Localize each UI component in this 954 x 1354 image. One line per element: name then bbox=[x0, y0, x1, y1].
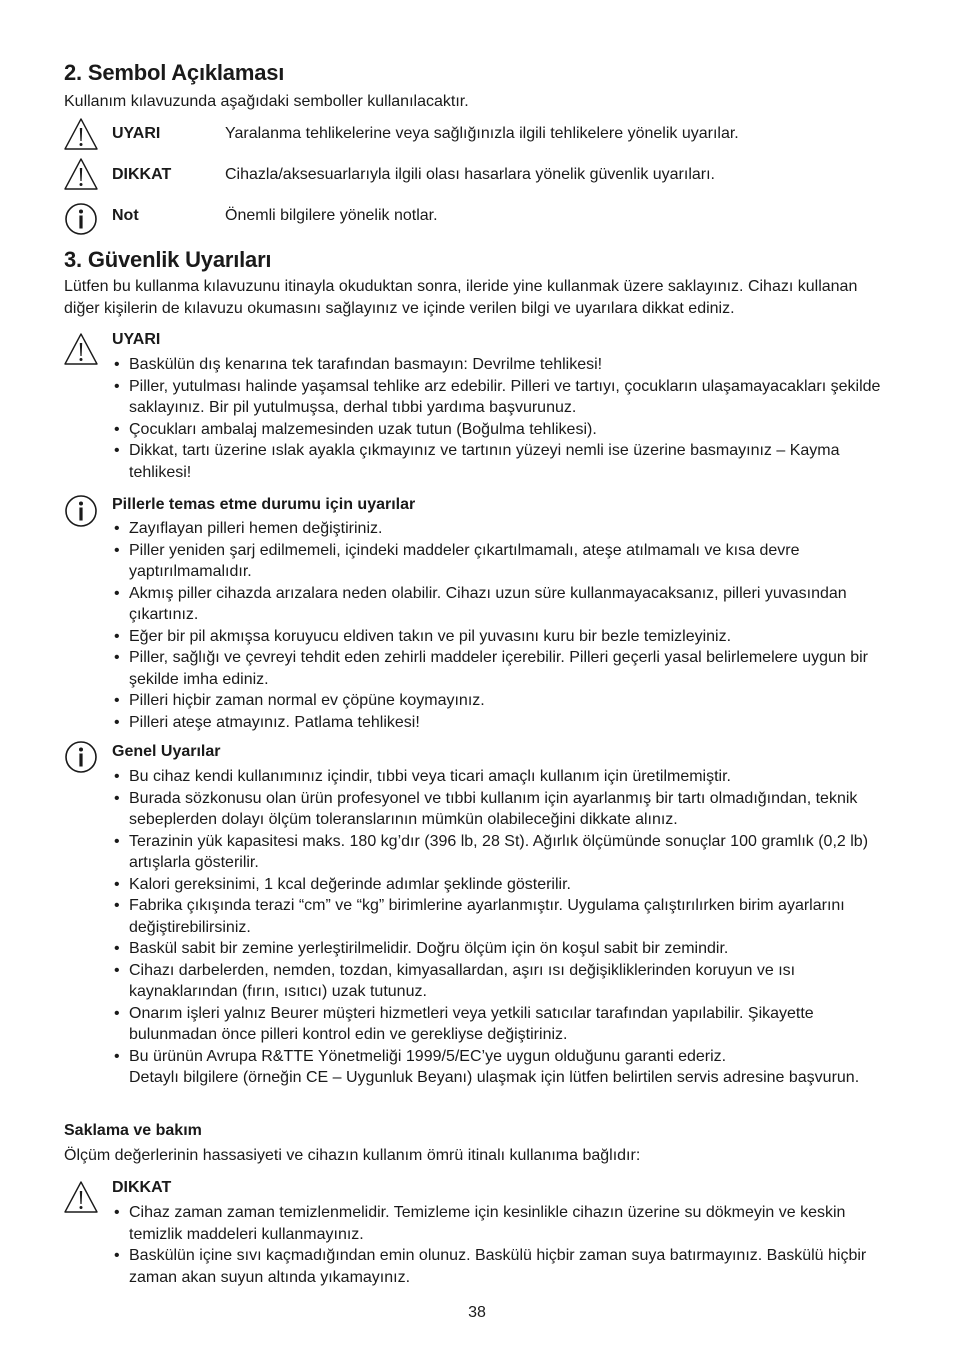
list-item: • Dikkat, tartı üzerine ıslak ayakla çıkmayınız ve tartının yüzeyi nemli ise üzerine basmayınız – Kayma tehlikesi! bbox=[112, 440, 892, 483]
list-item: • Baskül sabit bir zemine yerleştirilmelidir. Doğru ölçüm için ön koşul sabit bir zemindir. bbox=[112, 938, 892, 960]
warning-triangle-icon bbox=[64, 1180, 98, 1214]
list-item: • Baskülün içine sıvı kaçmadığından emin olunuz. Baskülü hiçbir zaman suya batırmayınız. Baskülü hiçbir zaman akan suyun altında yıkamayınız. bbox=[112, 1245, 892, 1288]
list-item: • Cihaz zaman zaman temizlenmelidir. Temizleme için kesinlikle cihazın üzerine su dökmeyin ve keskin temizlik maddeleri kullanmayınız. bbox=[112, 1202, 892, 1245]
list-item: • Burada sözkonusu olan ürün profesyonel ve tıbbi kullanım için ayarlanmış bir tartı olmadığından, teknik sebeplerden dolayı ölçüm toleranslarının mümkün olabileceğini dikkate alınız. bbox=[112, 788, 892, 831]
warning-triangle-icon bbox=[64, 117, 98, 151]
list-item: • Onarım işleri yalnız Beurer müşteri hizmetleri veya yetkili satıcılar tarafından yapılabilir. Şikayette bulunmadan önce pilleri kontrol edin ve gerekliyse değiştiriniz. bbox=[112, 1003, 892, 1046]
list-item: • Pilleri hiçbir zaman normal ev çöpüne koymayınız. bbox=[112, 690, 892, 712]
list-item: • Cihazı darbelerden, nemden, tozdan, kimyasallardan, aşırı ısı değişikliklerinden koruyun ve ısı kaynaklarından (fırın, ısıtıcı) uzak tutunuz. bbox=[112, 960, 892, 1003]
uyari-title: UYARI bbox=[112, 331, 161, 348]
list-item: • Piller, sağlığı ve çevreyi tehdit eden zehirli maddeler içerebilir. Pilleri geçerli yasal belirlemelere uygun bir şekilde imha ediniz. bbox=[112, 647, 892, 690]
dikkat-list bbox=[112, 1202, 892, 1288]
list-item: • Fabrika çıkışında terazi “cm” ve “kg” birimlerine ayarlanmıştır. Uygulama çalıştırılırken birim ayarlarını değiştirebilirsiniz. bbox=[112, 895, 892, 938]
warning-triangle-icon bbox=[64, 332, 98, 366]
warning-triangle-icon bbox=[64, 157, 98, 191]
symbol-description: Yaralanma tehlikelerine veya sağlığınızla ilgili tehlikelere yönelik uyarılar. bbox=[225, 125, 739, 142]
list-item: • Piller yeniden şarj edilmemeli, içindeki maddeler çıkartılmamalı, ateşe atılmamalı ve kısa devre yaptırılmamalıdır. bbox=[112, 540, 892, 583]
symbol-description: Önemli bilgilere yönelik notlar. bbox=[225, 207, 438, 224]
genel-title: Genel Uyarılar bbox=[112, 743, 221, 760]
list-item-continuation: Detaylı bilgilere (örneğin CE – Uygunluk Beyanı) ulaşmak için lütfen belirtilen servis adresine başvurun. bbox=[129, 1069, 860, 1086]
page-number: 38 bbox=[468, 1304, 486, 1321]
info-circle-icon bbox=[64, 740, 98, 774]
list-item: • Pilleri ateşe atmayınız. Patlama tehlikesi! bbox=[112, 712, 892, 734]
list-item: • Baskülün dış kenarına tek tarafından basmayın: Devrilme tehlikesi! bbox=[112, 354, 892, 376]
symbol-label: UYARI bbox=[112, 125, 161, 142]
list-item: • Zayıflayan pilleri hemen değiştiriniz. bbox=[112, 518, 892, 540]
list-item: • Çocukları ambalaj malzemesinden uzak tutun (Boğulma tehlikesi). bbox=[112, 419, 892, 441]
piller-list bbox=[112, 518, 892, 733]
list-item: • Bu cihaz kendi kullanımınız içindir, tıbbi veya ticari amaçlı kullanım için üretilmemiştir. bbox=[112, 766, 892, 788]
info-circle-icon bbox=[64, 202, 98, 236]
uyari-list bbox=[112, 354, 892, 483]
info-circle-icon bbox=[64, 494, 98, 528]
genel-list bbox=[112, 766, 892, 1089]
section-2-title: 2. Sembol Açıklaması bbox=[64, 60, 285, 85]
dikkat-title: DIKKAT bbox=[112, 1179, 172, 1196]
list-item: • Eğer bir pil akmışsa koruyucu eldiven takın ve pil yuvasını kuru bir bezle temizleyiniz. bbox=[112, 626, 892, 648]
piller-title: Pillerle temas etme durumu için uyarılar bbox=[112, 496, 416, 513]
section-2-intro: Kullanım kılavuzunda aşağıdaki semboller kullanılacaktır. bbox=[64, 93, 469, 110]
symbol-label: DIKKAT bbox=[112, 166, 172, 183]
section-3-intro: Lütfen bu kullanma kılavuzunu itinayla okuduktan sonra, ileride yine kullanmak üzere saklayınız. Cihazı kullanan diğer kişilerin de kılavuzu okumasını sağlayınız ve içinde verilen bilgi ve uyarılara dikkat ediniz. bbox=[64, 278, 858, 317]
list-item: • Bu ürünün Avrupa R&TTE Yönetmeliği 1999/5/EC’ye uygun olduğunu garanti ederiz. bbox=[112, 1046, 892, 1068]
symbol-label: Not bbox=[112, 207, 139, 224]
list-item: • Piller, yutulması halinde yaşamsal tehlike arz edebilir. Pilleri ve tartıyı, çocukların ulaşamayacakları şekilde saklayınız. Bir pil yutulmuşsa, derhal tıbbi yardıma başvurunuz. bbox=[112, 376, 892, 419]
list-item: • Kalori gereksinimi, 1 kcal değerinde adımlar şeklinde gösterilir. bbox=[112, 874, 892, 896]
section-3-title: 3. Güvenlik Uyarıları bbox=[64, 247, 272, 272]
list-item: • Terazinin yük kapasitesi maks. 180 kg’dır (396 lb, 28 St). Ağırlık ölçümünde sonuçlar 100 gramlık (0,2 lb) artışlarla gösterilir. bbox=[112, 831, 892, 874]
saklama-intro: Ölçüm değerlerinin hassasiyeti ve cihazın kullanım ömrü itinalı kullanıma bağlıdır: bbox=[64, 1147, 641, 1164]
symbol-description: Cihazla/aksesuarlarıyla ilgili olası hasarlara yönelik güvenlik uyarıları. bbox=[225, 166, 715, 183]
list-item: • Akmış piller cihazda arızalara neden olabilir. Cihazı uzun süre kullanmayacaksanız, pilleri yuvasından çıkartınız. bbox=[112, 583, 892, 626]
saklama-title: Saklama ve bakım bbox=[64, 1122, 202, 1139]
